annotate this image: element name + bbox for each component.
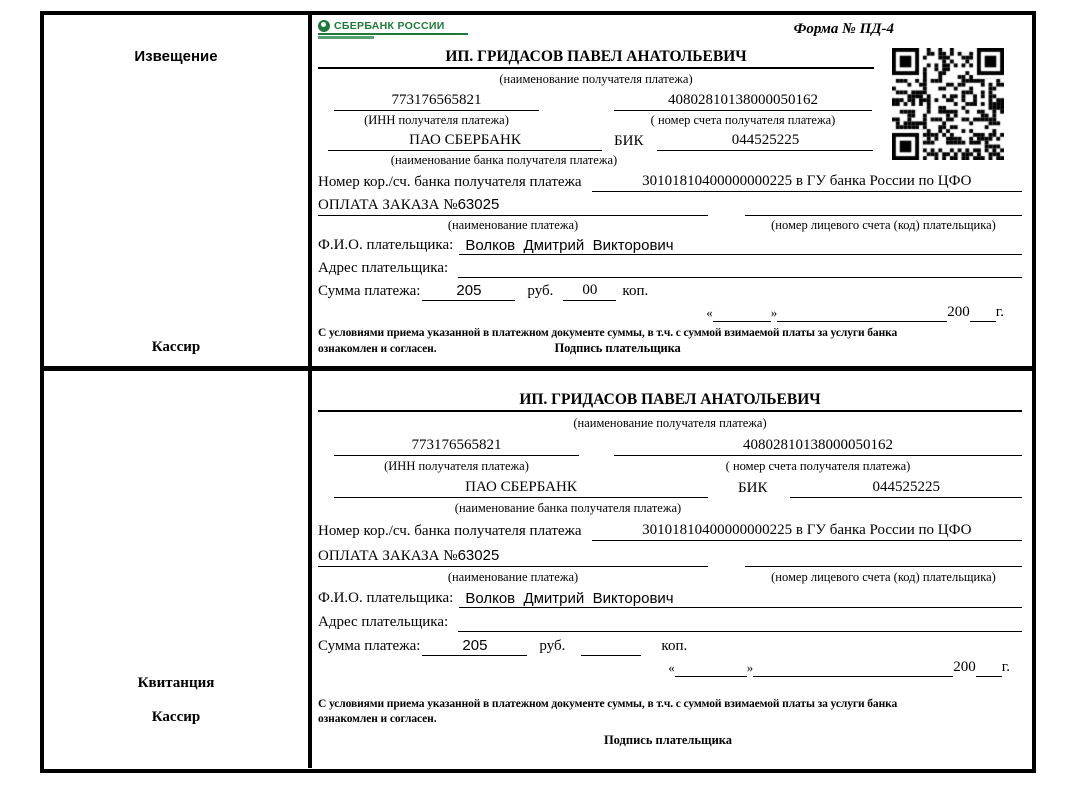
bank-name-value: ПАО СБЕРБАНК <box>328 131 602 151</box>
amount-rub-value: 205 <box>422 636 527 656</box>
sum-label: Сумма платежа: <box>318 283 421 299</box>
account-value: 40802810138000050162 <box>614 91 872 111</box>
form-number: Форма № ПД-4 <box>793 21 894 37</box>
year-label: 200 <box>947 304 970 320</box>
date-year-blank <box>976 660 1002 677</box>
bik-value: 044525225 <box>790 478 1022 498</box>
order-number: 63025 <box>457 196 500 213</box>
receipt-form <box>312 371 1032 768</box>
receipt-stub <box>44 371 312 768</box>
qr-code <box>892 48 1004 160</box>
kop-label: коп. <box>622 283 649 299</box>
pd4-form <box>40 11 1036 773</box>
date-month-blank <box>777 305 947 322</box>
personal-account-blank <box>745 197 1022 216</box>
personal-account-blank <box>745 548 1022 567</box>
date-year-blank <box>970 305 996 322</box>
payer-name-value: Волков Дмитрий Викторович <box>459 237 1022 255</box>
bik-label: БИК <box>614 133 644 149</box>
terms-text: С условиями приема указанной в платежном документе суммы, в т.ч. с суммой взимаемой платы за услуги банка ознакомлен и согласен. <box>318 698 898 725</box>
fio-label: Ф.И.О. плательщика: <box>318 237 454 253</box>
amount-kop-value: 00 <box>563 281 616 301</box>
rub-label: руб. <box>527 283 554 299</box>
notice-title: Извещение <box>134 48 218 65</box>
order-number: 63025 <box>457 547 500 564</box>
personal-account-caption: (номер лицевого счета (код) плательщика) <box>771 570 996 584</box>
payment-name-caption: (наименование платежа) <box>447 570 579 584</box>
payer-name-value: Волков Дмитрий Викторович <box>459 590 1022 608</box>
amount-kop-value <box>581 637 641 656</box>
korr-value: 30101810400000000225 в ГУ банка России по ЦФО <box>592 521 1022 541</box>
inn-caption: (ИНН получателя платежа) <box>384 459 529 473</box>
payee-name-caption: (наименование получателя платежа) <box>499 72 693 86</box>
account-value: 40802810138000050162 <box>614 436 1022 456</box>
notice-header <box>318 20 1022 47</box>
korr-label: Номер кор./сч. банка получателя платежа <box>318 174 582 190</box>
address-blank <box>458 259 1022 278</box>
payment-purpose: ОПЛАТА ЗАКАЗА №63025 <box>318 546 708 567</box>
bank-name-value: ПАО СБЕРБАНК <box>334 478 708 498</box>
personal-account-caption: (номер лицевого счета (код) плательщика) <box>771 218 996 232</box>
receipt-section <box>44 371 1032 768</box>
year-label: 200 <box>953 659 976 675</box>
bank-name-caption: (наименование банка получателя платежа) <box>454 501 682 515</box>
address-label: Адрес плательщика: <box>318 614 449 630</box>
notice-form <box>312 15 1032 366</box>
date-month-blank <box>753 660 953 677</box>
sberbank-logo-icon <box>318 20 330 32</box>
signature-label: Подпись плательщика <box>603 733 733 747</box>
korr-value: 30101810400000000225 в ГУ банка России по ЦФО <box>592 172 1022 192</box>
payment-name-caption: (наименование платежа) <box>447 218 579 232</box>
account-caption: ( номер счета получателя платежа) <box>725 459 911 473</box>
date-quote-close: » <box>770 305 778 320</box>
cashier-label: Кассир <box>151 339 201 355</box>
notice-section <box>44 15 1032 371</box>
address-blank <box>458 613 1022 632</box>
receipt-title: Квитанция <box>137 675 215 691</box>
date-day-blank <box>713 305 771 322</box>
rub-label: руб. <box>539 638 566 654</box>
date-quote-open: « <box>668 660 675 675</box>
date-day-blank <box>675 660 747 677</box>
sberbank-logo-text: СБЕРБАНК РОССИИ <box>334 20 445 32</box>
inn-caption: (ИНН получателя платежа) <box>364 113 509 127</box>
account-caption: ( номер счета получателя платежа) <box>650 113 836 127</box>
korr-label: Номер кор./сч. банка получателя платежа <box>318 523 582 539</box>
signature-label: Подпись плательщика <box>554 341 681 355</box>
bik-value: 044525225 <box>657 131 873 151</box>
date-quote-close: » <box>746 660 754 675</box>
sum-label: Сумма платежа: <box>318 638 421 654</box>
bik-label: БИК <box>738 480 768 496</box>
bank-name-caption: (наименование банка получателя платежа) <box>390 153 618 167</box>
logo-tagline <box>318 36 374 39</box>
inn-value: 773176565821 <box>334 436 579 456</box>
year-suffix: г. <box>995 304 1004 320</box>
payment-purpose: ОПЛАТА ЗАКАЗА №63025 <box>318 195 708 216</box>
payee-name: ИП. ГРИДАСОВ ПАВЕЛ АНАТОЛЬЕВИЧ <box>318 390 1022 412</box>
sberbank-logo <box>318 20 468 39</box>
address-label: Адрес плательщика: <box>318 260 449 276</box>
terms-text: С условиями приема указанной в платежном документе суммы, в т.ч. с суммой взимаемой платы за услуги банка ознакомлен и согласен. Подпись плательщика <box>318 327 898 355</box>
fio-label: Ф.И.О. плательщика: <box>318 590 454 606</box>
date-quote-open: « <box>706 305 713 320</box>
payee-name: ИП. ГРИДАСОВ ПАВЕЛ АНАТОЛЬЕВИЧ <box>318 47 874 69</box>
cashier-label: Кассир <box>151 709 201 725</box>
notice-stub <box>44 15 312 366</box>
amount-rub-value: 205 <box>422 281 515 301</box>
year-suffix: г. <box>1001 659 1010 675</box>
payee-name-caption: (наименование получателя платежа) <box>573 416 767 430</box>
inn-value: 773176565821 <box>334 91 539 111</box>
kop-label: коп. <box>661 638 688 654</box>
